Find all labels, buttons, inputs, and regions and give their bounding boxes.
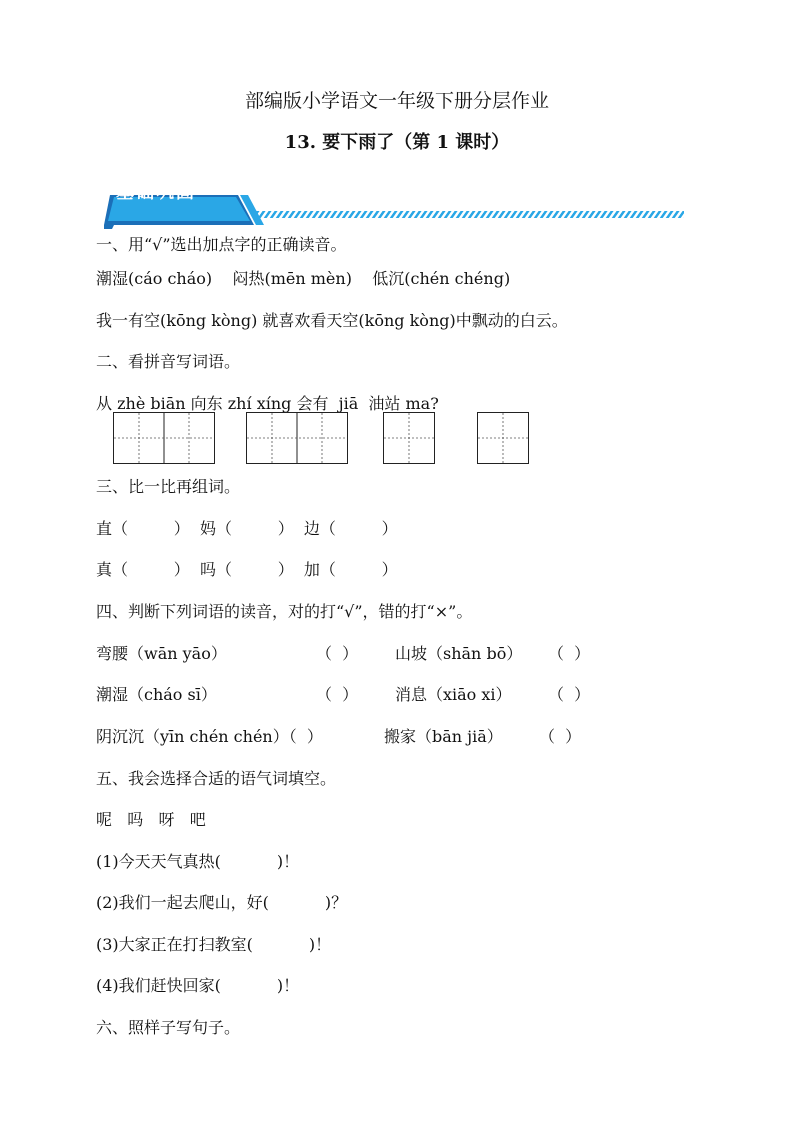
q4-answer-box[interactable]: （ ） <box>316 644 359 663</box>
writing-grid-jia[interactable] <box>383 412 435 464</box>
q4-heading: 四、判断下列词语的读音，对的打“√”，错的打“×”。 <box>96 602 473 621</box>
q4-item-banjia: 搬家（bān jiā） <box>384 727 503 746</box>
q5-sentence-4[interactable]: (4)我们赶快回家( )！ <box>96 976 300 995</box>
q5-sentence-2[interactable]: (2)我们一起去爬山，好( )？ <box>96 893 348 912</box>
q5-sentence-3[interactable]: (3)大家正在打扫教室( )！ <box>96 935 332 954</box>
writing-grid-ma[interactable] <box>477 412 529 464</box>
grid-lines <box>114 413 214 463</box>
q4-item-chaosi: 潮湿（cháo sī） <box>96 685 217 704</box>
section-banner <box>94 170 674 210</box>
q6-heading: 六、照样子写句子。 <box>96 1018 241 1037</box>
q2-pinyin-line: 从 zhè biān 向东 zhí xíng 会有 jiā 油站 ma? <box>96 394 439 413</box>
q4-answer-box[interactable]: （ ） <box>548 685 591 704</box>
page-title: 部编版小学语文一年级下册分层作业 <box>244 90 549 112</box>
grid-lines <box>478 413 528 463</box>
grid-lines <box>384 413 434 463</box>
q4-item-yinchenchen[interactable]: 阴沉沉（yīn chén chén）（ ） <box>96 727 323 746</box>
writing-grid-zhebian[interactable] <box>113 412 215 464</box>
q5-word-choices: 呢 吗 呀 吧 <box>96 810 206 829</box>
q5-sentence-1[interactable]: (1)今天天气真热( )！ <box>96 852 300 871</box>
q4-item-wanyao: 弯腰（wān yāo） <box>96 644 227 663</box>
q4-answer-box[interactable]: （ ） <box>316 685 359 704</box>
banner-label: 基础巩固 <box>116 182 196 203</box>
q4-answer-box[interactable]: （ ） <box>539 727 582 746</box>
q5-heading: 五、我会选择合适的语气词填空。 <box>96 769 337 788</box>
lesson-subtitle: 13. 要下雨了（第 1 课时） <box>284 132 510 153</box>
q4-item-shanbo: 山坡（shān bō） <box>395 644 523 663</box>
q2-heading: 二、看拼音写词语。 <box>96 352 241 371</box>
q4-answer-box[interactable]: （ ） <box>548 644 591 663</box>
q3-row1[interactable]: 直（ ） 妈（ ） 边（ ） <box>96 519 398 538</box>
grid-lines <box>247 413 347 463</box>
q1-line1: 潮湿(cáo cháo) 闷热(mēn mèn) 低沉(chén chéng) <box>96 269 511 288</box>
q1-line2: 我一有空(kōng kòng) 就喜欢看天空(kōng kòng)中飘动的白云。 <box>96 311 568 330</box>
q1-heading: 一、用“√”选出加点字的正确读音。 <box>96 235 347 254</box>
q3-heading: 三、比一比再组词。 <box>96 477 241 496</box>
q3-row2[interactable]: 真（ ） 吗（ ） 加（ ） <box>96 560 398 579</box>
q4-item-xiaoxi: 消息（xiāo xi） <box>395 685 512 704</box>
writing-grid-zhixing[interactable] <box>246 412 348 464</box>
